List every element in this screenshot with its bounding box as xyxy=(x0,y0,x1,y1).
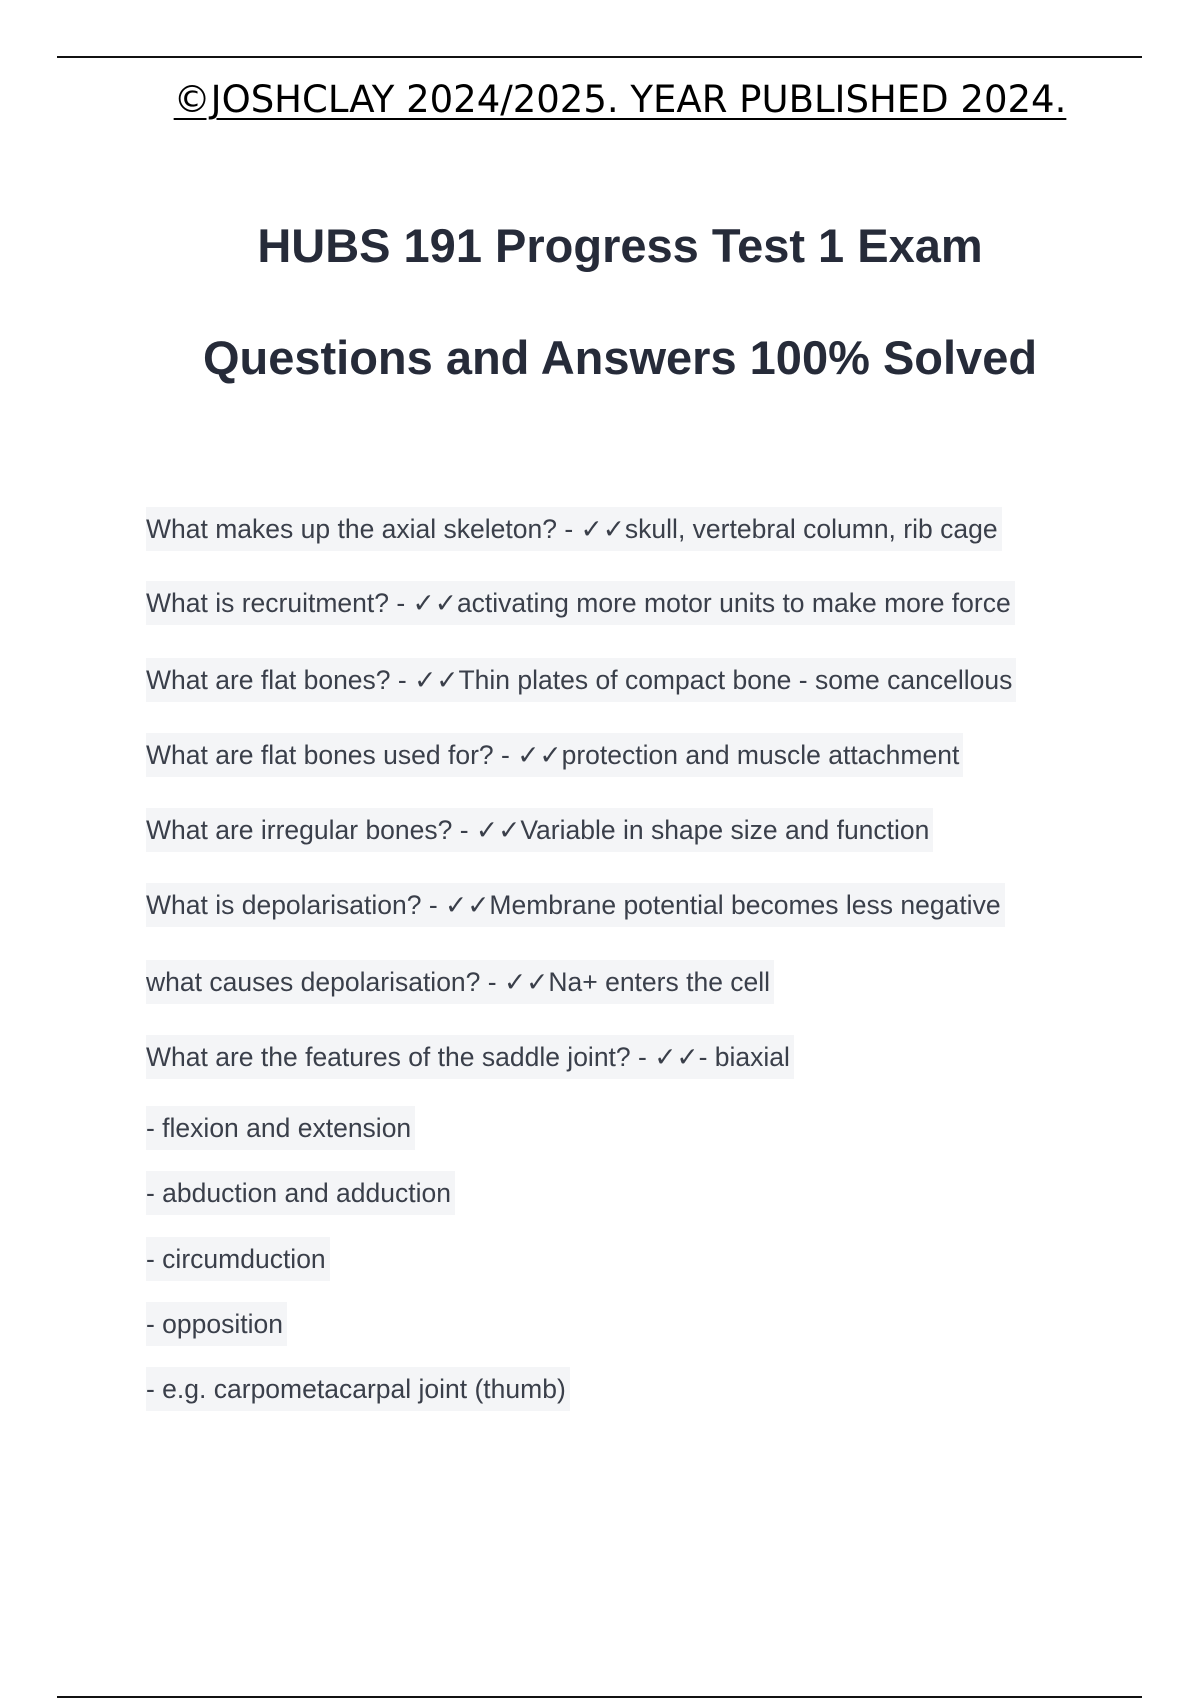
qa-sub-line: - opposition xyxy=(146,1302,287,1346)
top-rule xyxy=(57,56,1142,58)
qa-sub-line: - circumduction xyxy=(146,1237,330,1281)
qa-line: What are flat bones? - ✓✓Thin plates of compact bone - some cancellous xyxy=(146,658,1016,702)
qa-line: What makes up the axial skeleton? - ✓✓skull, vertebral column, rib cage xyxy=(146,507,1002,551)
qa-line: What is depolarisation? - ✓✓Membrane potential becomes less negative xyxy=(146,883,1005,927)
document-title-line-1: HUBS 191 Progress Test 1 Exam xyxy=(257,219,983,272)
qa-line: What is recruitment? - ✓✓activating more motor units to make more force xyxy=(146,581,1015,625)
qa-sub-line: - flexion and extension xyxy=(146,1106,415,1150)
qa-line: What are irregular bones? - ✓✓Variable in shape size and function xyxy=(146,808,933,852)
copyright-header xyxy=(0,78,1200,121)
bottom-rule xyxy=(57,1696,1142,1698)
qa-line: What are flat bones used for? - ✓✓protection and muscle attachment xyxy=(146,733,963,777)
qa-sub-line: - abduction and adduction xyxy=(146,1171,455,1215)
document-title-line-2: Questions and Answers 100% Solved xyxy=(202,331,1038,384)
qa-line: What are the features of the saddle joint? - ✓✓- biaxial xyxy=(146,1035,794,1079)
copyright-text: ©JOSHCLAY 2024/2025. YEAR PUBLISHED 2024. xyxy=(173,78,1067,121)
qa-line: what causes depolarisation? - ✓✓Na+ enters the cell xyxy=(146,960,774,1004)
qa-sub-line: - e.g. carpometacarpal joint (thumb) xyxy=(146,1367,570,1411)
